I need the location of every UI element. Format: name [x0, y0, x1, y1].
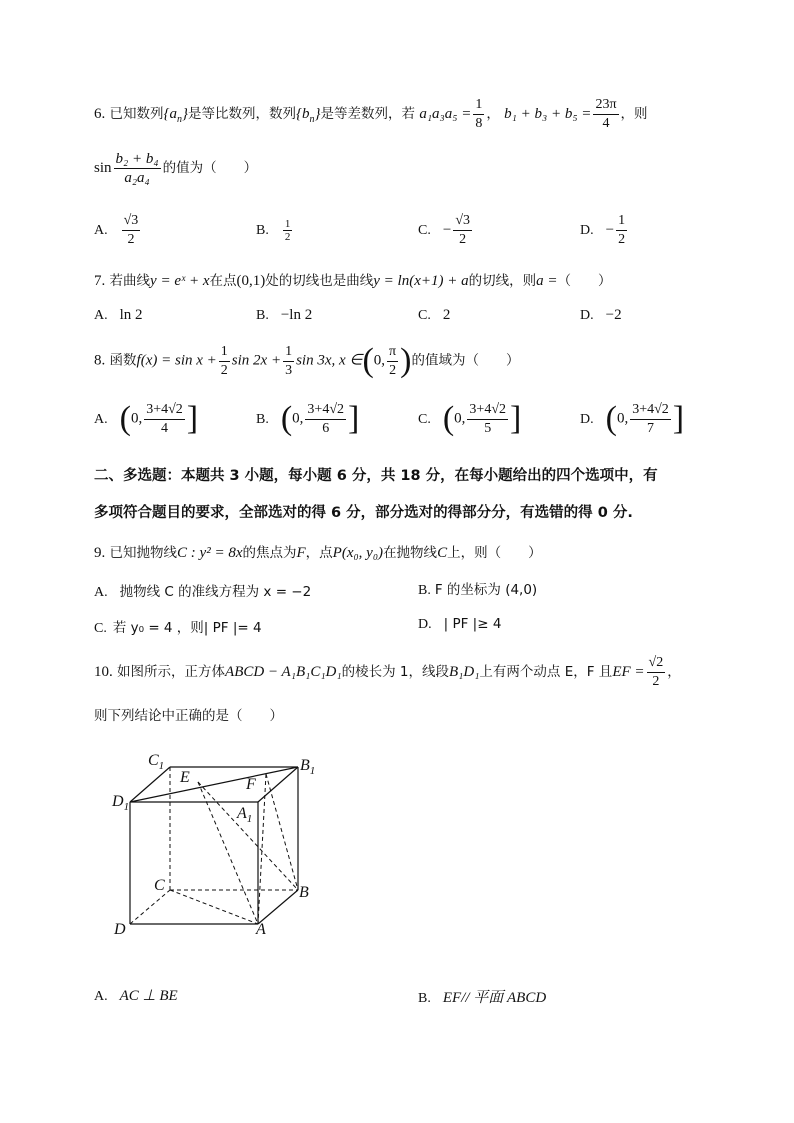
q6-option-b[interactable]: B. $\frac{1}{2}$: [256, 218, 291, 243]
q8-option-a[interactable]: A. (0, $\frac{3+4√2}{4}$ ]: [94, 400, 199, 437]
q7-option-c[interactable]: C. 2: [418, 307, 451, 323]
q9-equation: C : y² = 8x: [177, 545, 243, 561]
q6-line2: [94, 150, 257, 187]
q7-text: 若曲线: [109, 273, 151, 289]
q8-func: f(x) = sin x +: [136, 352, 217, 369]
edge-d1c1: [130, 767, 170, 802]
label-b1: $B_1$: [300, 757, 316, 777]
q8-option-d[interactable]: D. (0, $\frac{3+4√2}{7}$ ]: [580, 400, 685, 437]
edge-a1b1: [258, 767, 298, 802]
q6-cond1: a₁a₃a₅ =: [419, 106, 472, 122]
q7-ask: a =: [536, 273, 558, 289]
q9-number: 9.: [94, 545, 106, 561]
label-c1: $C_1$: [148, 752, 165, 772]
q9-curve: C: [437, 545, 448, 561]
q9-stem: [94, 541, 542, 562]
q10-text: 的棱长为 1，线段: [341, 664, 449, 680]
diag-ca: [170, 890, 258, 924]
label-d1: $D_1$: [112, 793, 130, 813]
q10-stem: 10. 如图所示，正方体ABCD − A₁B₁C₁D₁的棱长为 1，线段B₁D₁上有两个动点 E，F 且EF = $\frac{√2}{2}$ ，: [94, 655, 681, 689]
q10-text: 上有两个动点 E，F 且: [479, 664, 613, 680]
q10-line2: 则下列结论中正确的是（ ）: [94, 708, 283, 724]
q7-text: 的切线，则: [468, 273, 537, 289]
segment-d1b1: [130, 767, 298, 802]
q6-text: ，则: [620, 106, 648, 122]
q10-text: 如图所示，正方体: [117, 664, 226, 680]
q10-cube: ABCD − A₁B₁C₁D₁: [225, 664, 342, 680]
q8-option-c[interactable]: C. (0, $\frac{3+4√2}{5}$ ]: [418, 400, 522, 437]
q7-point: (0,1): [236, 273, 266, 289]
section2-line2: 多项符合题目的要求，全部选对的得 6 分，部分选对的得部分分，有选错的得 0 分.: [94, 505, 633, 521]
q7-text: 在点: [209, 273, 237, 289]
q8-stem: 8. 函数f(x) = sin x + $\frac{1}{2}$ sin 2x + $\frac{1}{3}$ sin 3x, x ∈(0, $\frac{\pi}{2}$ )的值域为（ ）: [94, 342, 520, 379]
q10-option-b[interactable]: B. EF// 平面 ABCD: [418, 990, 547, 1006]
q8-func-tail: sin 3x, x ∈: [296, 352, 363, 369]
q9-option-d[interactable]: D. | PF |≥ 4: [418, 616, 502, 632]
q6-sep: ，: [486, 106, 500, 122]
q9-focus: F: [296, 545, 306, 561]
q9-text: 上，则（ ）: [447, 545, 542, 561]
q9-option-a[interactable]: A. 抛物线 C 的准线方程为 x = −2: [94, 584, 312, 600]
q6-text: 是等比数列，数列: [188, 106, 297, 122]
q6-option-a[interactable]: A. $\frac{√3}{2}$: [94, 213, 139, 247]
q10-number: 10.: [94, 664, 113, 680]
q7-option-b[interactable]: B. −ln 2: [256, 307, 313, 323]
q6-number: 6.: [94, 106, 106, 122]
q9-text: ，点: [305, 545, 333, 561]
q6-text: 是等差数列，若: [320, 106, 416, 122]
q6-option-c[interactable]: C. − $\frac{√3}{2}$: [418, 213, 470, 247]
seg-ea: [198, 782, 258, 924]
q10-segment: B₁D₁: [448, 664, 480, 680]
q10-option-a[interactable]: A. AC ⊥ BE: [94, 988, 178, 1004]
q6-expr-frac: $\frac{\text{b₂ + b₄}}{\text{a₂a₄}}$: [115, 151, 159, 186]
q7-number: 7.: [94, 273, 106, 289]
q6-cond2-frac: $\frac{23\pi}{4}$: [595, 97, 617, 131]
q10-ef: EF =: [612, 664, 645, 680]
q7-curve2: y = ln(x+1) + a: [373, 273, 469, 289]
q8-option-b[interactable]: B. (0, $\frac{3+4√2}{6}$ ]: [256, 400, 360, 437]
label-a: A: [256, 921, 266, 938]
q9-point: P(x₀, y₀): [332, 545, 384, 561]
q6-cond2: b₁ + b₃ + b₅ =: [504, 106, 592, 122]
q9-text: 的焦点为: [242, 545, 297, 561]
q7-curve1: y = eˣ + x: [150, 273, 210, 289]
q7-option-d[interactable]: D. −2: [580, 307, 622, 323]
section2-line1: 二、多选题：本题共 3 小题，每小题 6 分，共 18 分，在每小题给出的四个选项中，有: [94, 468, 658, 484]
label-e: E: [180, 769, 190, 786]
edge-ab: [258, 890, 298, 924]
q8-func-mid: sin 2x +: [231, 352, 282, 369]
seq-an: $\{a_n\}$: [163, 106, 189, 125]
q10-text: ，: [667, 664, 681, 680]
q8-text: 的值域为（ ）: [411, 352, 520, 369]
q6-cond1-frac: $\frac{1}{8}$: [475, 97, 483, 131]
label-a1: $A_1$: [237, 805, 253, 825]
q7-text: 处的切线也是曲线: [265, 273, 374, 289]
q8-text: 函数: [109, 352, 137, 369]
q6-line1: [94, 96, 648, 133]
q9-option-b[interactable]: B. F 的坐标为 (4,0): [418, 582, 538, 598]
seg-fa: [258, 774, 266, 924]
edge-dc: [130, 890, 170, 924]
q8-number: 8.: [94, 352, 106, 369]
q6-text: 已知数列: [109, 106, 164, 122]
q7-text: （ ）: [557, 273, 612, 289]
label-f: F: [246, 776, 256, 793]
cube-figure: [100, 740, 340, 950]
q6-text: 的值为（ ）: [162, 160, 258, 176]
q9-option-c[interactable]: C. 若 y₀ = 4 ，则| PF |= 4: [94, 620, 262, 636]
q7-option-a[interactable]: A. ln 2: [94, 307, 143, 323]
q6-sin: sin: [94, 160, 112, 176]
seq-bn: $\{b_n\}$: [296, 106, 321, 125]
label-b: B: [299, 884, 309, 901]
label-c: C: [154, 877, 165, 894]
q7-stem: [94, 269, 611, 290]
label-d: D: [114, 921, 126, 938]
q9-text: 已知抛物线: [109, 545, 178, 561]
q9-text: 在抛物线: [383, 545, 438, 561]
q6-option-d[interactable]: D. − $\frac{1}{2}$: [580, 213, 626, 247]
